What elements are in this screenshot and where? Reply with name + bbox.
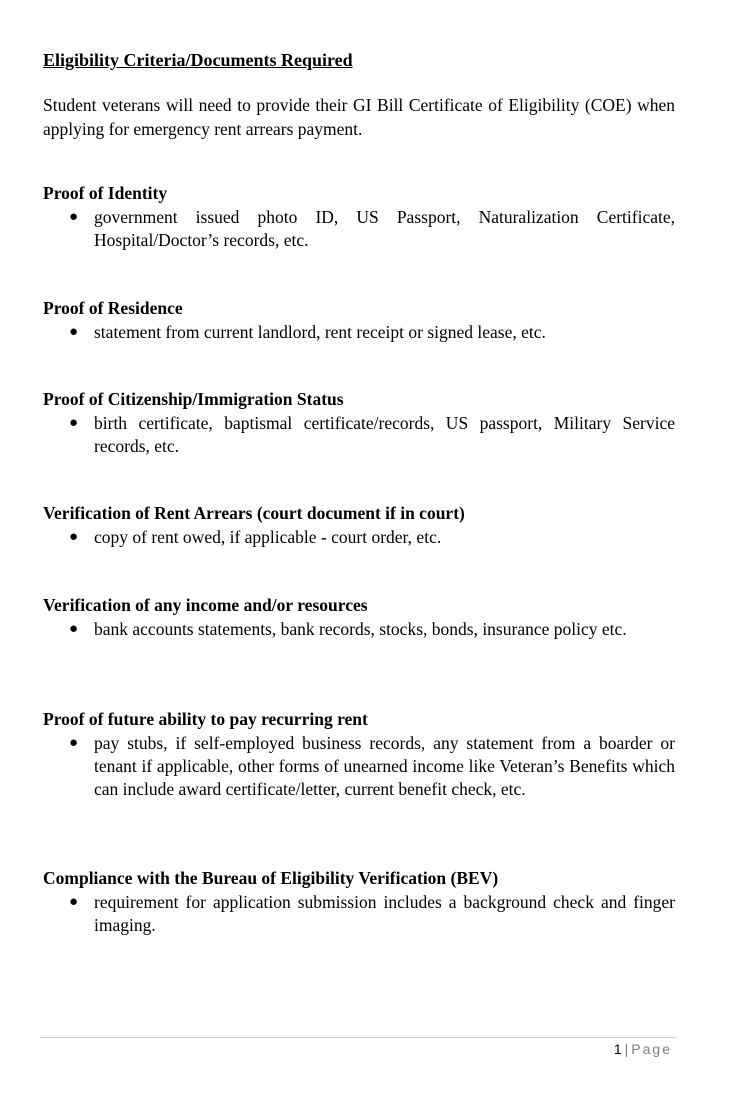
section-compliance-bev <box>43 867 675 937</box>
list-item-text: pay stubs, if self-employed business records, any statement from a boarder or tenant if applicable, other forms of unearned income like Veteran’s Benefits which can include award certificate/letter, current benefit check, etc. <box>94 733 675 800</box>
bullet-list <box>43 321 675 344</box>
page-footer <box>614 1040 672 1058</box>
bullet-list <box>43 732 675 802</box>
page-number: 1 <box>613 1041 622 1057</box>
bullet-list <box>43 412 675 458</box>
section-proof-future-ability <box>43 708 675 802</box>
bullet-icon: ● <box>69 735 79 751</box>
section-heading: Compliance with the Bureau of Eligibility Verification (BEV) <box>43 868 499 888</box>
intro-paragraph: Student veterans will need to provide their GI Bill Certificate of Eligibility (COE) when applying for emergency rent arrears payment. <box>43 95 675 139</box>
page-label: Page <box>631 1041 672 1057</box>
section-verification-income <box>43 594 675 641</box>
bullet-list <box>43 618 675 641</box>
list-item <box>43 526 675 549</box>
list-item-text: copy of rent owed, if applicable - court order, etc. <box>94 527 442 547</box>
footer-divider <box>40 1037 676 1038</box>
bullet-icon: ● <box>69 529 79 545</box>
section-heading: Verification of any income and/or resources <box>43 595 368 615</box>
list-item <box>43 206 675 252</box>
list-item-text: statement from current landlord, rent receipt or signed lease, etc. <box>94 322 546 342</box>
list-item <box>43 412 675 458</box>
section-heading: Verification of Rent Arrears (court document if in court) <box>43 503 465 523</box>
list-item-text: requirement for application submission includes a background check and finger imaging. <box>94 892 675 936</box>
document-title: Eligibility Criteria/Documents Required <box>43 50 353 70</box>
section-heading: Proof of Citizenship/Immigration Status <box>43 389 344 409</box>
section-verification-rent-arrears <box>43 502 675 549</box>
list-item <box>43 618 675 641</box>
page-separator: | <box>624 1041 629 1057</box>
bullet-icon: ● <box>69 209 79 225</box>
bullet-list <box>43 526 675 549</box>
list-item <box>43 891 675 937</box>
section-proof-of-residence <box>43 297 675 344</box>
list-item-text: government issued photo ID, US Passport, Naturalization Certificate, Hospital/Doctor’s records, etc. <box>94 207 675 251</box>
section-proof-of-identity <box>43 182 675 252</box>
section-heading: Proof of Identity <box>43 183 168 203</box>
bullet-icon: ● <box>69 894 79 910</box>
section-heading: Proof of future ability to pay recurring rent <box>43 709 368 729</box>
section-heading: Proof of Residence <box>43 298 183 318</box>
list-item-text: birth certificate, baptismal certificate/records, US passport, Military Service records, etc. <box>94 413 675 457</box>
bullet-list <box>43 891 675 937</box>
list-item <box>43 321 675 344</box>
bullet-list <box>43 206 675 252</box>
list-item-text: bank accounts statements, bank records, stocks, bonds, insurance policy etc. <box>94 619 627 639</box>
bullet-icon: ● <box>69 324 79 340</box>
bullet-icon: ● <box>69 621 79 637</box>
list-item <box>43 732 675 802</box>
section-proof-of-citizenship <box>43 388 675 458</box>
bullet-icon: ● <box>69 415 79 431</box>
